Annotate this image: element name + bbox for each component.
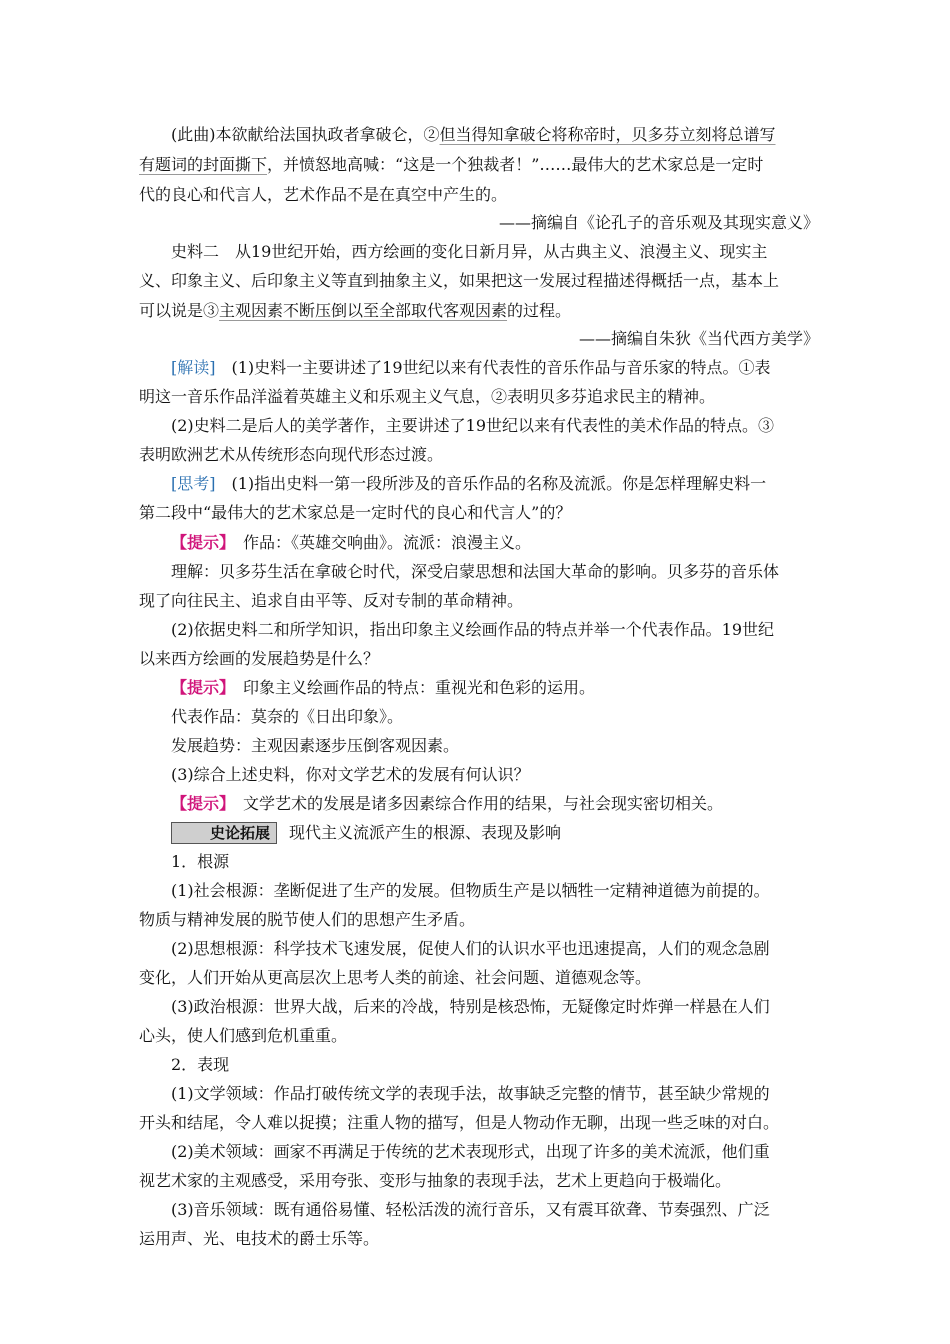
- underlined-span: 有题词的封面撕下: [139, 155, 268, 174]
- source-2-citation: ——摘编自朱狄《当代西方美学》: [578, 329, 819, 348]
- hint-tag: 【提示】: [171, 794, 228, 813]
- root-3-line-2: 心头，使人们感到危机重重。: [139, 1026, 348, 1045]
- subheading-roots: 1．根源: [171, 852, 230, 871]
- source-1-line-1: [139, 120, 819, 150]
- section-heading: [139, 818, 819, 848]
- question-tag: [思考]: [171, 474, 216, 493]
- text-span: 可以说是③: [139, 301, 220, 320]
- section-title: 现代主义流派产生的根源、表现及影响: [289, 823, 562, 842]
- underlined-span: 但当得知拿破仑将称帝时，贝多芬立刻将总谱写: [439, 125, 776, 144]
- understanding-line-2: 现了向往民主、追求自由平等、反对专制的革命精神。: [139, 591, 524, 610]
- manifest-1-line-2: 开头和结尾，令人难以捉摸；注重人物的描写，但是人物动作无聊，出现一些乏味的对白。: [139, 1113, 780, 1132]
- question-3: (3)综合上述史料，你对文学艺术的发展有何认识？: [171, 765, 530, 784]
- source-1-line-3: 代的良心和代言人，艺术作品不是在真空中产生的。: [139, 185, 508, 204]
- hint-1: [139, 528, 819, 558]
- text-span: (1)指出史料一第一段所涉及的音乐作品的名称及流派。你是怎样理解史料一: [215, 474, 767, 493]
- question-1-line-2: 第二段中“最伟大的艺术家总是一定时代的良心和代言人”的？: [139, 503, 572, 522]
- hint-2: [139, 673, 819, 703]
- text-span: (1)史料一主要讲述了19世纪以来有代表性的音乐作品与音乐家的特点。①表: [215, 358, 771, 377]
- root-1-line-2: 物质与精神发展的脱节使人们的思想产生矛盾。: [139, 910, 476, 929]
- interpretation-1-line-1: [139, 353, 819, 383]
- text-span: 作品：《英雄交响曲》。流派：浪漫主义。: [227, 533, 532, 552]
- section-tag-box: 史论拓展: [171, 822, 277, 844]
- understanding-line-1: 理解：贝多芬生活在拿破仑时代，深受启蒙思想和法国大革命的影响。贝多芬的音乐体: [171, 562, 780, 581]
- text-span: ，并愤怒地高喊：“这是一个独裁者！”……最伟大的艺术家总是一定时: [267, 155, 764, 174]
- manifest-3-line-2: 运用声、光、电技术的爵士乐等。: [139, 1229, 380, 1248]
- root-2-line-1: (2)思想根源：科学技术飞速发展，促使人们的认识水平也迅速提高，人们的观念急剧: [171, 939, 770, 958]
- root-1-line-1: (1)社会根源：垄断促进了生产的发展。但物质生产是以牺牲一定精神道德为前提的。: [171, 881, 770, 900]
- question-1-line-1: [139, 469, 819, 499]
- source-1-line-2: [139, 150, 819, 180]
- hint-tag: 【提示】: [171, 678, 228, 697]
- text-span: 印象主义绘画作品的特点：重视光和色彩的运用。: [227, 678, 596, 697]
- text-span: 的过程。: [507, 301, 572, 320]
- source-2-line-3: [139, 296, 819, 326]
- interpretation-2-line-1: (2)史料二是后人的美学著作，主要讲述了19世纪以来有代表性的美术作品的特点。③: [171, 416, 775, 435]
- source-2-line-1: 史料二 从19世纪开始，西方绘画的变化日新月异，从古典主义、浪漫主义、现实主: [171, 242, 768, 261]
- root-2-line-2: 变化，人们开始从更高层次上思考人类的前途、社会问题、道德观念等。: [139, 968, 652, 987]
- interpretation-1-line-2: 明这一音乐作品洋溢着英雄主义和乐观主义气息，②表明贝多芬追求民主的精神。: [139, 387, 716, 406]
- development-trend: 发展趋势：主观因素逐步压倒客观因素。: [171, 736, 460, 755]
- text-span: (此曲)本欲献给法国执政者拿破仑，②: [171, 125, 440, 144]
- manifest-1-line-1: (1)文学领域：作品打破传统文学的表现手法，故事缺乏完整的情节，甚至缺少常规的: [171, 1084, 770, 1103]
- hint-tag: 【提示】: [171, 533, 228, 552]
- hint-3: [139, 789, 819, 819]
- underlined-span: 主观因素不断压倒以至全部取代客观因素: [219, 301, 508, 320]
- manifest-2-line-1: (2)美术领域：画家不再满足于传统的艺术表现形式，出现了许多的美术流派，他们重: [171, 1142, 770, 1161]
- interpretation-tag: [解读]: [171, 358, 216, 377]
- source-1-citation: ——摘编自《论孔子的音乐观及其现实意义》: [498, 213, 819, 232]
- source-2-line-2: 义、印象主义、后印象主义等直到抽象主义，如果把这一发展过程描述得概括一点，基本上: [139, 271, 780, 290]
- manifest-3-line-1: (3)音乐领域：既有通俗易懂、轻松活泼的流行音乐，又有震耳欲聋、节奏强烈、广泛: [171, 1200, 770, 1219]
- interpretation-2-line-2: 表明欧洲艺术从传统形态向现代形态过渡。: [139, 445, 444, 464]
- root-3-line-1: (3)政治根源：世界大战，后来的冷战，特别是核恐怖，无疑像定时炸弹一样悬在人们: [171, 997, 770, 1016]
- subheading-manifestations: 2．表现: [171, 1055, 230, 1074]
- manifest-2-line-2: 视艺术家的主观感受，采用夸张、变形与抽象的表现手法，艺术上更趋向于极端化。: [139, 1171, 732, 1190]
- question-2-line-1: (2)依据史料二和所学知识，指出印象主义绘画作品的特点并举一个代表作品。19世纪: [171, 620, 775, 639]
- representative-work: 代表作品：莫奈的《日出印象》。: [171, 707, 404, 726]
- text-span: 文学艺术的发展是诸多因素综合作用的结果，与社会现实密切相关。: [227, 794, 724, 813]
- question-2-line-2: 以来西方绘画的发展趋势是什么？: [139, 649, 380, 668]
